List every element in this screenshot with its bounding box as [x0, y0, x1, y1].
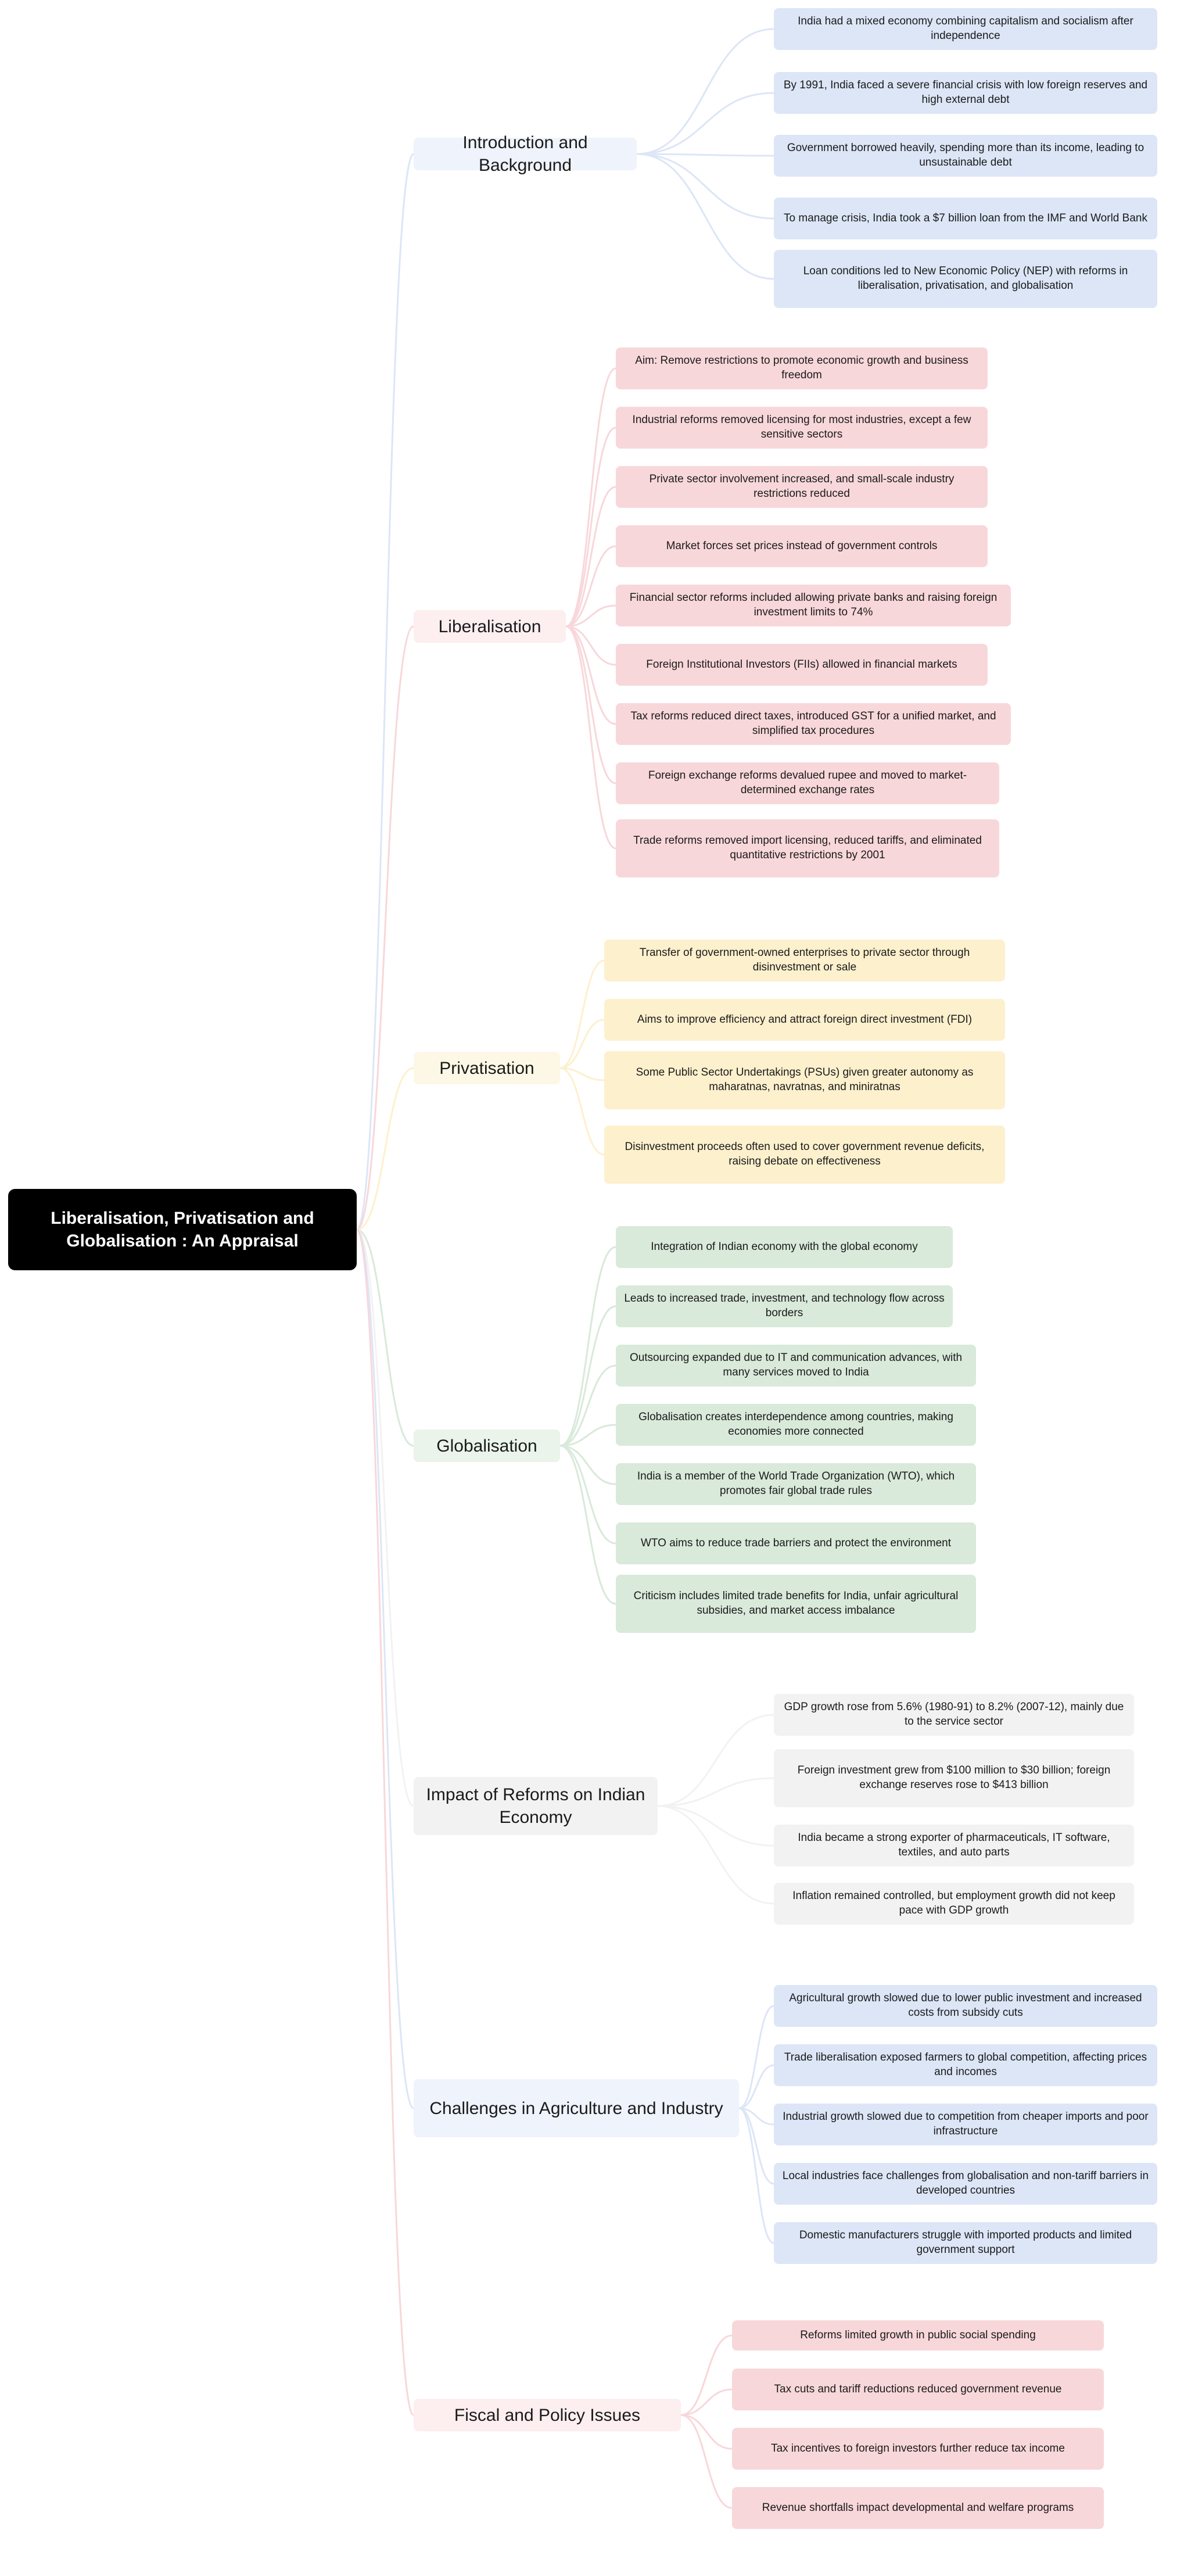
mindmap-leaf[interactable] [774, 8, 1157, 50]
leaf-label: Foreign Institutional Investors (FIIs) allowed in financial markets [646, 658, 957, 671]
mindmap-leaf[interactable] [774, 1825, 1134, 1866]
leaf-label: Trade reforms removed import licensing, reduced tariffs, and eliminated quantitative restrictions by 2001 [633, 834, 982, 861]
leaf-label: Inflation remained controlled, but employment growth did not keep pace with GDP growth [792, 1890, 1115, 1916]
mindmap-leaf[interactable] [604, 940, 1005, 981]
leaf-label: Financial sector reforms included allowing private banks and raising foreign investment limits to 74% [629, 592, 998, 618]
leaf-label: Foreign exchange reforms devalued rupee and moved to market-determined exchange rates [648, 769, 967, 796]
mindmap-leaf[interactable] [616, 347, 988, 389]
leaf-label: India had a mixed economy combining capitalism and socialism after independence [798, 15, 1133, 42]
leaf-label: Private sector involvement increased, and small-scale industry restrictions reduced [649, 473, 955, 500]
leaf-label: Trade liberalisation exposed farmers to global competition, affecting prices and incomes [784, 2051, 1147, 2078]
mindmap-leaf[interactable] [616, 703, 1011, 745]
leaf-label: Leads to increased trade, investment, and technology flow across borders [624, 1292, 945, 1319]
mindmap-leaf[interactable] [616, 644, 988, 686]
mindmap-leaf[interactable] [774, 250, 1157, 308]
mindmap-leaf[interactable] [604, 999, 1005, 1041]
leaf-label: By 1991, India faced a severe financial crisis with low foreign reserves and high external debt [783, 79, 1148, 106]
leaf-label: Aims to improve efficiency and attract foreign direct investment (FDI) [637, 1013, 973, 1026]
mindmap-leaf[interactable] [774, 198, 1157, 239]
mindmap-branch-privatisation[interactable] [414, 1052, 560, 1084]
mindmap-leaf[interactable] [616, 1522, 976, 1564]
mindmap-leaf[interactable] [732, 2428, 1104, 2470]
mindmap-leaf[interactable] [616, 1345, 976, 1386]
mindmap-leaf[interactable] [616, 819, 999, 877]
mindmap-branch-introduction-and-background[interactable] [414, 133, 637, 175]
branch-label: Challenges in Agriculture and Industry [429, 2098, 723, 2118]
branch-label: Fiscal and Policy Issues [454, 2405, 641, 2425]
mindmap-leaf[interactable] [616, 1463, 976, 1505]
mindmap-leaf[interactable] [604, 1126, 1005, 1184]
leaf-label: Integration of Indian economy with the global economy [651, 1240, 918, 1253]
mindmap-leaf[interactable] [774, 1883, 1134, 1925]
branch-label: Globalisation [436, 1436, 537, 1456]
mindmap-leaf[interactable] [616, 466, 988, 508]
mindmap-leaf[interactable] [774, 2222, 1157, 2264]
branch-label: Impact of Reforms on Indian Economy [426, 1785, 645, 1827]
leaf-label: WTO aims to reduce trade barriers and protect the environment [640, 1536, 951, 1549]
leaf-label: Transfer of government-owned enterprises to private sector through disinvestment or sale [639, 947, 970, 973]
mindmap-leaf[interactable] [616, 525, 988, 567]
mindmap-leaf[interactable] [774, 135, 1157, 177]
mindmap-leaf[interactable] [616, 1226, 953, 1268]
mindmap-leaf[interactable] [774, 1694, 1134, 1736]
leaf-label: Outsourcing expanded due to IT and communication advances, with many services moved to India [629, 1352, 963, 1378]
leaf-label: GDP growth rose from 5.6% (1980-91) to 8.2% (2007-12), mainly due to the service sector [784, 1701, 1124, 1728]
leaf-label: Tax reforms reduced direct taxes, introduced GST for a unified market, and simplified tax procedures [630, 710, 996, 737]
leaf-label: Aim: Remove restrictions to promote economic growth and business freedom [635, 354, 968, 381]
mindmap-leaf[interactable] [774, 72, 1157, 114]
leaf-label: Disinvestment proceeds often used to cover government revenue deficits, raising debate on effectiveness [625, 1141, 985, 1167]
leaf-label: India became a strong exporter of pharmaceuticals, IT software, textiles, and auto parts [798, 1832, 1110, 1858]
mindmap-leaf[interactable] [604, 1051, 1005, 1109]
branch-label: Privatisation [439, 1058, 534, 1078]
leaf-label: Local industries face challenges from globalisation and non-tariff barriers in developed countries [782, 2170, 1149, 2197]
mindmap-branch-impact-of-reforms[interactable] [414, 1777, 658, 1835]
mindmap-branch-challenges-agriculture-industry[interactable] [414, 2079, 739, 2137]
leaf-label: Tax cuts and tariff reductions reduced government revenue [774, 2382, 1062, 2395]
mindmap-leaf[interactable] [774, 1749, 1134, 1807]
leaf-label: Some Public Sector Undertakings (PSUs) given greater autonomy as maharatnas, navratnas, and miniratnas [636, 1066, 974, 1093]
mindmap-leaf[interactable] [616, 762, 999, 804]
mindmap-leaf[interactable] [616, 1575, 976, 1633]
leaf-label: India is a member of the World Trade Organization (WTO), which promotes fair global trade rules [637, 1470, 955, 1497]
mindmap-branch-fiscal-and-policy-issues[interactable] [414, 2399, 681, 2431]
leaf-label: Loan conditions led to New Economic Policy (NEP) with reforms in liberalisation, privatisation, and globalisation [803, 265, 1128, 292]
mindmap-leaf[interactable] [774, 1985, 1157, 2027]
leaf-label: Industrial reforms removed licensing for most industries, except a few sensitive sectors [632, 414, 971, 440]
branch-label: Liberalisation [438, 617, 541, 636]
mindmap-leaf[interactable] [616, 407, 988, 449]
leaf-label: Government borrowed heavily, spending more than its income, leading to unsustainable debt [787, 142, 1144, 169]
leaf-label: Foreign investment grew from $100 million to $30 billion; foreign exchange reserves rose to $413 billion [797, 1764, 1111, 1791]
leaf-label: Domestic manufacturers struggle with imported products and limited government support [799, 2229, 1132, 2256]
mindmap-leaf[interactable] [774, 2104, 1157, 2145]
mindmap-leaf[interactable] [732, 2369, 1104, 2410]
mindmap-leaf[interactable] [774, 2163, 1157, 2205]
leaf-label: To manage crisis, India took a $7 billion loan from the IMF and World Bank [784, 212, 1147, 224]
mindmap-root-label: Liberalisation, Privatisation and Globalisation : An Appraisal [51, 1209, 314, 1251]
leaf-label: Agricultural growth slowed due to lower public investment and increased costs from subsidy cuts [789, 1992, 1142, 2019]
mindmap-leaf[interactable] [616, 585, 1011, 626]
leaf-label: Market forces set prices instead of government controls [666, 539, 938, 552]
mindmap-branch-globalisation[interactable] [414, 1429, 560, 1462]
mindmap-leaf[interactable] [732, 2487, 1104, 2529]
leaf-label: Revenue shortfalls impact developmental and welfare programs [762, 2501, 1074, 2514]
mindmap-leaf[interactable] [774, 2044, 1157, 2086]
mindmap-branch-liberalisation[interactable] [414, 610, 566, 643]
leaf-label: Criticism includes limited trade benefits for India, unfair agricultural subsidies, and market access imbalance [633, 1590, 959, 1617]
leaf-label: Reforms limited growth in public social spending [800, 2328, 1036, 2341]
branch-label: Introduction and Background [462, 133, 588, 175]
mindmap-root-node[interactable] [8, 1189, 357, 1270]
mindmap-leaf[interactable] [616, 1404, 976, 1446]
mindmap-leaf[interactable] [616, 1285, 953, 1327]
leaf-label: Globalisation creates interdependence among countries, making economies more connected [638, 1411, 953, 1438]
leaf-label: Industrial growth slowed due to competition from cheaper imports and poor infrastructure [783, 2111, 1149, 2137]
leaf-label: Tax incentives to foreign investors further reduce tax income [771, 2442, 1065, 2455]
mindmap-leaf[interactable] [732, 2320, 1104, 2351]
